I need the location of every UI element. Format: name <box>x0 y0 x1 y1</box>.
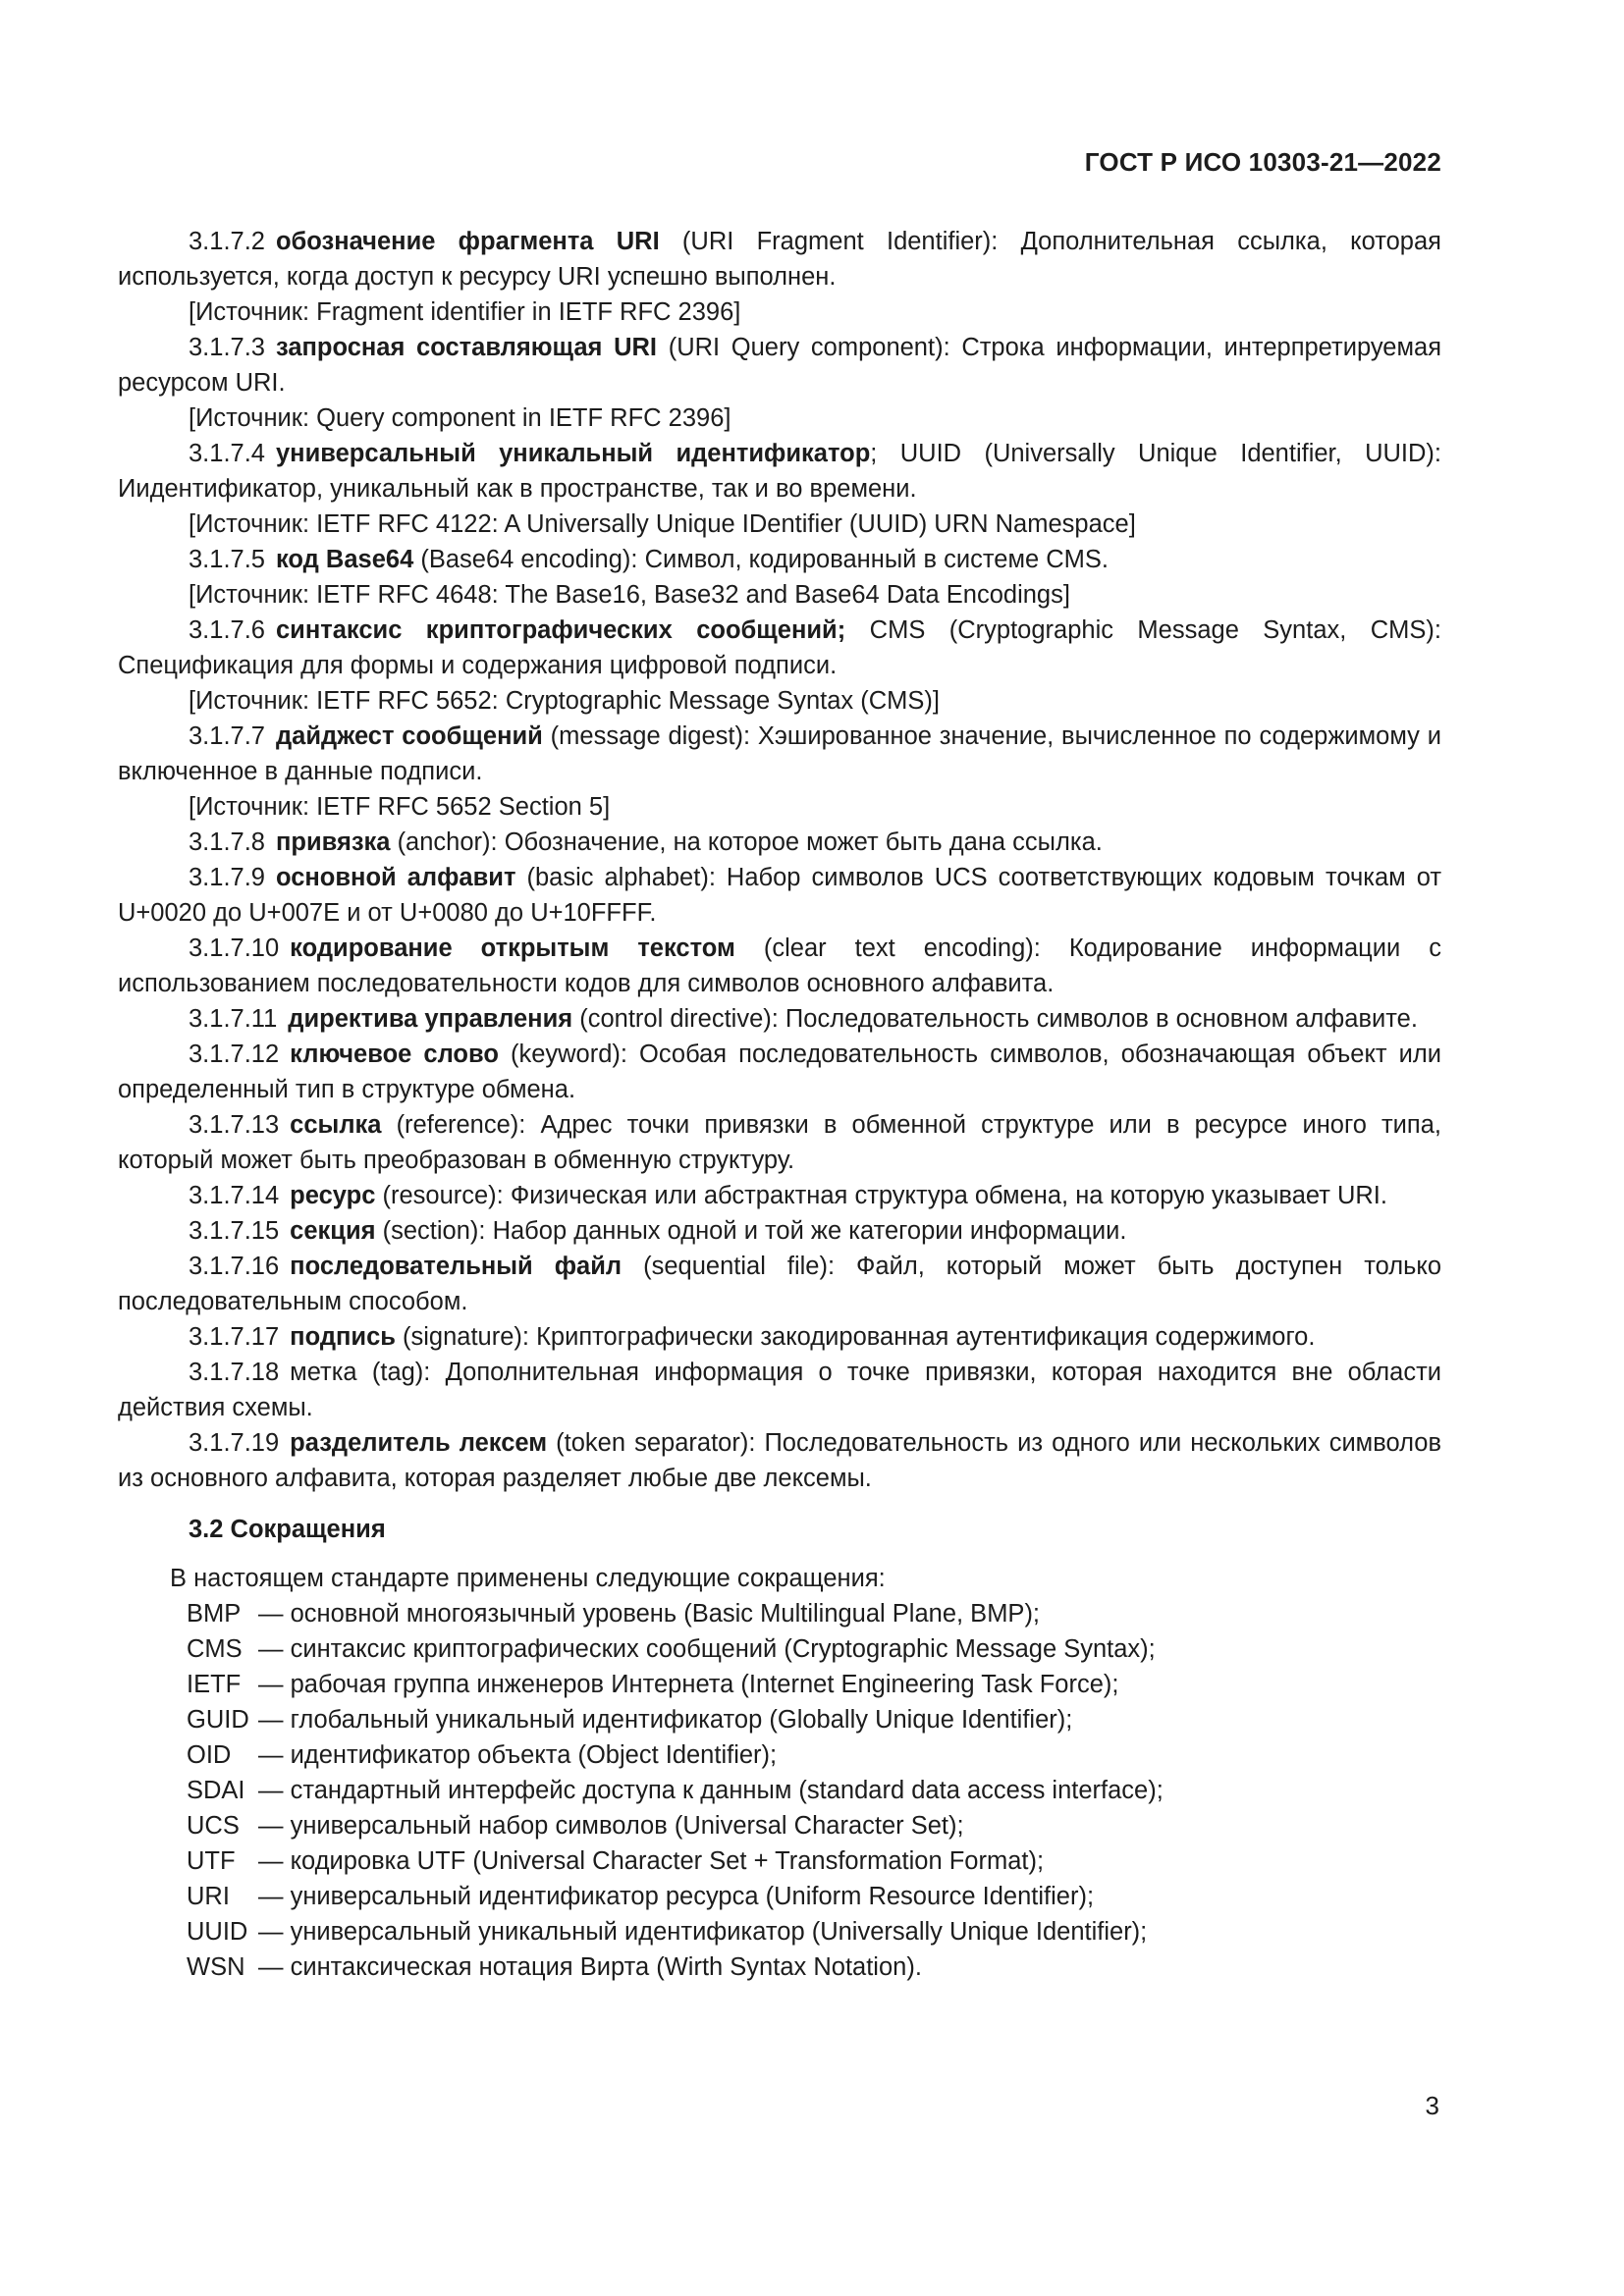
section-heading: 3.2 Сокращения <box>189 1516 386 1543</box>
definition-term: универсальный уникальный идентификатор <box>275 440 871 467</box>
abbreviation-meaning: — основной многоязычный уровень (Basic Multilingual Plane, BMP); <box>258 1600 1041 1628</box>
definition-number: 3.1.7.17 <box>189 1323 280 1351</box>
definition-text: CMS (Cryptographic Message Syntax, CMS): Спецификация для формы и содержания цифровой подписи. <box>118 616 1442 679</box>
abbreviation-meaning: — универсальный уникальный идентификатор (Universally Unique Identifier); <box>258 1918 1148 1946</box>
page-number: 3 <box>1425 2091 1439 2120</box>
definition-text: (URI Query component): Строка информации, интерпретируемая ресурсом URI. <box>118 334 1442 397</box>
abbreviation-row <box>187 1843 1441 1879</box>
abbreviation-meaning: — кодировка UTF (Universal Character Set + Transformation Format); <box>258 1847 1045 1875</box>
definition-source: [Источник: IETF RFC 5652: Cryptographic Message Syntax (CMS)] <box>189 687 940 715</box>
definition-number: 3.1.7.16 <box>189 1253 280 1280</box>
definition-source: [Источник: IETF RFC 5652 Section 5] <box>189 793 611 821</box>
abbreviation-meaning: — глобальный уникальный идентификатор (Globally Unique Identifier); <box>258 1706 1073 1734</box>
definition-entry <box>118 613 1441 683</box>
abbreviation-code: UTF <box>187 1847 236 1875</box>
definition-number: 3.1.7.12 <box>189 1041 280 1068</box>
document-header: ГОСТ Р ИСО 10303-21—2022 <box>1084 147 1441 177</box>
abbreviation-code: UCS <box>187 1812 240 1840</box>
definition-number: 3.1.7.9 <box>189 864 265 891</box>
definition-term: ссылка <box>290 1111 382 1139</box>
definition-source: [Источник: IETF RFC 4122: A Universally Unique IDentifier (UUID) URN Namespace] <box>189 510 1136 538</box>
definition-text: (basic alphabet): Набор символов UCS соответствующих кодовым точкам от U+0020 до U+007E и от U+0080 до U+10FFFF. <box>118 864 1441 927</box>
definition-entry <box>118 1001 1441 1037</box>
definition-text: (reference): Адрес точки привязки в обменной структуре или в ресурсе иного типа, который может быть преобразован в обменную структуру. <box>118 1111 1441 1174</box>
abbreviation-meaning: — рабочая группа инженеров Интернета (Internet Engineering Task Force); <box>258 1671 1119 1698</box>
definition-term: подпись <box>290 1323 396 1351</box>
definition-text: (control directive): Последовательность символов в основном алфавите. <box>572 1005 1418 1033</box>
definition-entry <box>118 224 1441 294</box>
abbreviation-code: WSN <box>187 1953 245 1981</box>
definition-entry <box>118 542 1441 577</box>
definition-entry <box>118 825 1441 860</box>
definition-number: 3.1.7.2 <box>189 228 265 255</box>
abbreviation-code: GUID <box>187 1706 249 1734</box>
abbreviation-row <box>187 1879 1441 1914</box>
definition-text: (resource): Физическая или абстрактная структура обмена, на которую указывает URI. <box>375 1182 1387 1209</box>
abbreviation-code: IETF <box>187 1671 242 1698</box>
definition-number: 3.1.7.6 <box>189 616 265 644</box>
definition-term: основной алфавит <box>275 864 516 891</box>
definition-entry <box>118 1107 1441 1178</box>
definitions-list <box>118 224 1441 1496</box>
abbreviation-row <box>187 1667 1441 1702</box>
definition-number: 3.1.7.8 <box>189 828 265 856</box>
definition-text: (sequential file): Файл, который может быть доступен только последовательным способом. <box>118 1253 1441 1315</box>
definition-entry <box>118 1425 1441 1496</box>
definition-entry <box>118 1037 1441 1107</box>
definition-source: [Источник: Query component in IETF RFC 2396] <box>189 404 731 432</box>
definition-number: 3.1.7.19 <box>189 1429 280 1457</box>
abbreviation-meaning: — идентификатор объекта (Object Identifier); <box>258 1741 778 1769</box>
definition-term: обозначение фрагмента URI <box>275 228 660 255</box>
abbreviation-row <box>187 1702 1441 1737</box>
definition-number: 3.1.7.14 <box>189 1182 280 1209</box>
abbreviation-meaning: — стандартный интерфейс доступа к данным (standard data access interface); <box>258 1777 1164 1804</box>
definition-entry <box>118 1249 1441 1319</box>
definition-number: 3.1.7.7 <box>189 722 265 750</box>
definition-source: [Источник: IETF RFC 4648: The Base16, Base32 and Base64 Data Encodings] <box>189 581 1070 609</box>
definition-text: (section): Набор данных одной и той же категории информации. <box>375 1217 1127 1245</box>
definition-entry <box>118 860 1441 931</box>
abbreviation-code: CMS <box>187 1635 243 1663</box>
definition-entry <box>118 1213 1441 1249</box>
definition-term: разделитель лексем <box>290 1429 548 1457</box>
definition-number: 3.1.7.10 <box>189 934 280 962</box>
abbreviations-list <box>118 1596 1441 1985</box>
document-body <box>118 224 1441 1985</box>
definition-text: (clear text encoding): Кодирование информации с использованием последовательности кодов для символов основного алфавита. <box>118 934 1441 997</box>
abbreviation-code: UUID <box>187 1918 248 1946</box>
abbreviation-row <box>187 1914 1441 1949</box>
definition-entry <box>118 1319 1441 1355</box>
definition-number: 3.1.7.13 <box>189 1111 280 1139</box>
definition-term: директива управления <box>288 1005 573 1033</box>
definition-term: запросная составляющая URI <box>275 334 658 361</box>
definition-text: (signature): Криптографически закодированная аутентификация содержимого. <box>395 1323 1316 1351</box>
definition-number: 3.1.7.11 <box>189 1005 278 1033</box>
definition-text: (Base64 encoding): Символ, кодированный в системе CMS. <box>413 546 1109 573</box>
definition-term: синтаксис криптографических сообщений; <box>275 616 846 644</box>
definition-source: [Источник: Fragment identifier in IETF RFC 2396] <box>189 298 741 326</box>
definition-number: 3.1.7.3 <box>189 334 265 361</box>
definition-term: дайджест сообщений <box>275 722 543 750</box>
definition-term: ключевое слово <box>290 1041 499 1068</box>
definition-text: (message digest): Хэшированное значение, вычисленное по содержимому и включенное в данные подписи. <box>118 722 1441 785</box>
abbreviation-meaning: — универсальный набор символов (Universal Character Set); <box>258 1812 964 1840</box>
definition-number: 3.1.7.4 <box>189 440 265 467</box>
abbreviation-row <box>187 1949 1441 1985</box>
definition-entry <box>118 931 1441 1001</box>
definition-entry <box>118 330 1441 400</box>
section-intro: В настоящем стандарте применены следующие сокращения: <box>170 1565 886 1592</box>
definition-text: (keyword): Особая последовательность символов, обозначающая объект или определенный тип в структуре обмена. <box>118 1041 1441 1103</box>
definition-text: (anchor): Обозначение, на которое может быть дана ссылка. <box>390 828 1103 856</box>
abbreviation-row <box>187 1737 1441 1773</box>
definition-text: метка (tag): Дополнительная информация о точке привязки, которая находится вне области действия схемы. <box>118 1359 1441 1421</box>
definition-term: привязка <box>275 828 391 856</box>
definition-term: последовательный файл <box>290 1253 623 1280</box>
definition-term: секция <box>290 1217 376 1245</box>
definition-number: 3.1.7.18 <box>189 1359 280 1386</box>
definition-term: кодирование открытым текстом <box>290 934 735 962</box>
abbreviation-code: BMP <box>187 1600 242 1628</box>
abbreviation-code: SDAI <box>187 1777 245 1804</box>
definition-entry <box>118 436 1441 507</box>
definition-entry <box>118 1178 1441 1213</box>
definition-text: (URI Fragment Identifier): Дополнительная ссылка, которая используется, когда доступ к ресурсу URI успешно выполнен. <box>118 228 1441 291</box>
definition-term: код Base64 <box>275 546 414 573</box>
abbreviation-meaning: — синтаксическая нотация Вирта (Wirth Syntax Notation). <box>258 1953 922 1981</box>
abbreviation-meaning: — синтаксис криптографических сообщений (Cryptographic Message Syntax); <box>258 1635 1156 1663</box>
definition-entry <box>118 1355 1441 1425</box>
definition-text: (token separator): Последовательность из одного или нескольких символов из основного алфавита, которая разделяет любые две лексемы. <box>118 1429 1441 1492</box>
abbreviation-row <box>187 1596 1441 1631</box>
abbreviation-row <box>187 1631 1441 1667</box>
definition-text: ; UUID (Universally Unique Identifier, UUID): Иидентификатор, уникальный как в пространстве, так и во времени. <box>118 440 1441 503</box>
definition-number: 3.1.7.15 <box>189 1217 280 1245</box>
abbreviation-code: OID <box>187 1741 232 1769</box>
abbreviation-row <box>187 1773 1441 1808</box>
definition-term: ресурс <box>290 1182 376 1209</box>
definition-number: 3.1.7.5 <box>189 546 265 573</box>
abbreviation-code: URI <box>187 1883 230 1910</box>
definition-entry <box>118 719 1441 789</box>
abbreviation-meaning: — универсальный идентификатор ресурса (Uniform Resource Identifier); <box>258 1883 1095 1910</box>
abbreviation-row <box>187 1808 1441 1843</box>
